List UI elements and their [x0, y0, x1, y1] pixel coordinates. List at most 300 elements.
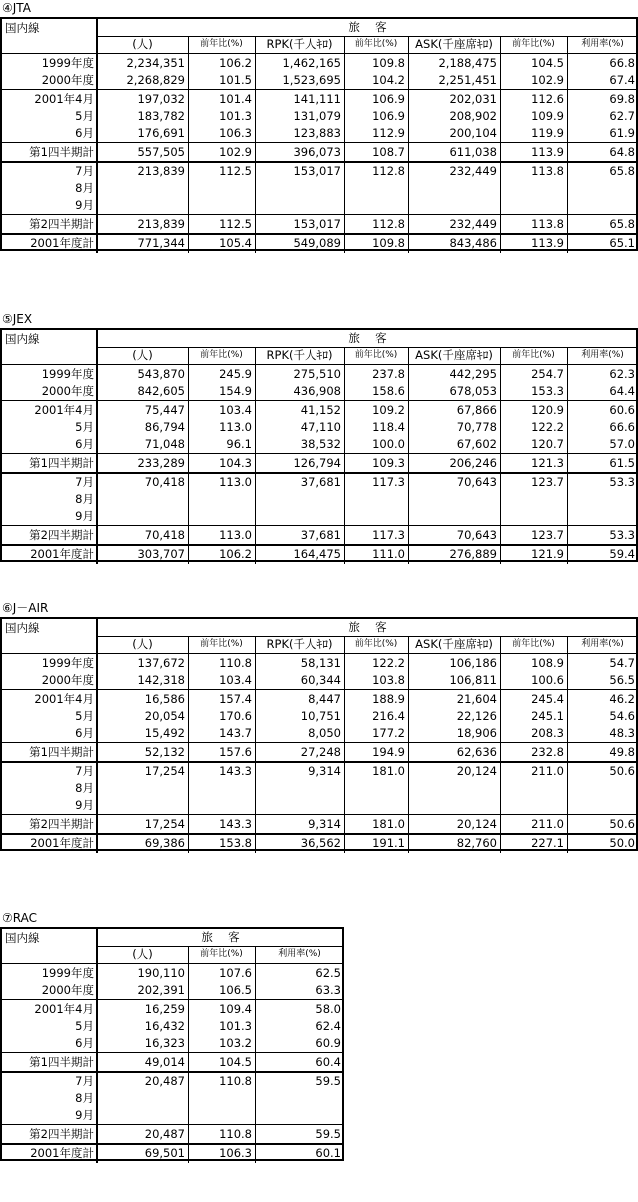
table-cell: 64.8: [609, 145, 635, 159]
table-cell: [255, 797, 344, 814]
table-cell: 117.3: [372, 528, 405, 542]
header-passenger: 旅 客: [348, 620, 387, 634]
row-label: 8月: [75, 781, 94, 795]
table-cell: 66.6: [609, 420, 635, 434]
row-separator: [2, 544, 638, 546]
table-cell: 67,866: [456, 403, 497, 417]
table-cell: 396,073: [293, 145, 341, 159]
table-cell: [97, 180, 188, 197]
table-cell: 106.2: [219, 56, 252, 70]
table-cell: [344, 180, 408, 197]
table-cell: 57.0: [609, 437, 635, 451]
table-cell: 245.1: [531, 709, 564, 723]
table-cell: [500, 508, 567, 525]
table-cell: [567, 508, 638, 525]
table-cell: 112.6: [531, 92, 564, 106]
table-cell: 113.0: [219, 420, 252, 434]
table-cell: 158.6: [372, 384, 405, 398]
table-cell: 67,602: [456, 437, 497, 451]
table-cell: 60,344: [300, 673, 341, 687]
row-separator: [2, 833, 638, 835]
table-cell: 108.7: [372, 145, 405, 159]
row-label: 2000年度: [41, 673, 94, 687]
table-cell: 202,391: [137, 983, 185, 997]
table-cell: 60.6: [609, 403, 635, 417]
row-separator: [2, 1124, 344, 1125]
table-cell: 106.5: [219, 983, 252, 997]
data-table: [0, 927, 344, 1161]
table-cell: 60.1: [315, 1146, 341, 1160]
table-cell: 49.8: [609, 745, 635, 759]
table-cell: 69,501: [144, 1146, 185, 1160]
table-cell: [567, 197, 638, 214]
table-cell: 188.9: [372, 692, 405, 706]
table-cell: [500, 197, 567, 214]
table-cell: 110.8: [219, 1127, 252, 1141]
table-cell: 53.3: [609, 528, 635, 542]
table-cell: 153.8: [219, 836, 252, 850]
table-cell: [344, 508, 408, 525]
header-yoy: 前年比(%): [200, 949, 243, 959]
table-cell: [97, 491, 188, 508]
row-label: 6月: [75, 126, 94, 140]
table-cell: 237.8: [372, 367, 405, 381]
table-cell: [500, 180, 567, 197]
table-cell: 112.8: [372, 217, 405, 231]
table-cell: 611,038: [449, 145, 497, 159]
table-cell: 436,908: [293, 384, 341, 398]
table-cell: 137,672: [137, 656, 185, 670]
table-cell: 106,811: [449, 673, 497, 687]
table-cell: 106.3: [219, 126, 252, 140]
table-cell: 20,054: [144, 709, 185, 723]
table-cell: 59.4: [609, 547, 635, 561]
table-cell: 20,487: [144, 1127, 185, 1141]
table-cell: 8,050: [308, 726, 341, 740]
table-cell: 120.9: [531, 403, 564, 417]
table-cell: 190,110: [137, 966, 185, 980]
table-cell: 86,794: [144, 420, 185, 434]
row-label: 1999年度: [41, 656, 94, 670]
table-cell: 143.3: [219, 764, 252, 778]
table-cell: 120.7: [531, 437, 564, 451]
table-cell: 102.9: [531, 73, 564, 87]
table-cell: 157.4: [219, 692, 252, 706]
table-cell: 276,889: [449, 547, 497, 561]
table-cell: [97, 197, 188, 214]
table-cell: [408, 197, 500, 214]
table-cell: 109.8: [372, 236, 405, 250]
table-cell: 200,104: [449, 126, 497, 140]
table-cell: [188, 197, 255, 214]
row-label: 6月: [75, 726, 94, 740]
row-label: 2001年4月: [34, 1002, 94, 1016]
row-separator: [2, 233, 638, 235]
table-cell: 62.4: [315, 1019, 341, 1033]
table-cell: 70,418: [144, 475, 185, 489]
table-cell: 59.5: [315, 1127, 341, 1141]
row-label: 2001年度計: [30, 836, 94, 850]
table-cell: 194.9: [372, 745, 405, 759]
table-cell: 110.8: [219, 1074, 252, 1088]
header-people: (人): [132, 947, 153, 961]
table-cell: [500, 491, 567, 508]
header-yoy: 前年比(%): [512, 639, 555, 649]
row-label: 5月: [75, 1019, 94, 1033]
table-cell: 9,314: [308, 764, 341, 778]
row-label: 第2四半期計: [29, 817, 94, 831]
row-separator: [2, 761, 638, 763]
header-domestic: 国内線: [5, 621, 40, 635]
header-utilization: 利用率(%): [581, 639, 624, 649]
table-cell: 275,510: [293, 367, 341, 381]
table-cell: 67.4: [609, 73, 635, 87]
table-cell: [344, 491, 408, 508]
table-cell: 191.1: [372, 836, 405, 850]
header-yoy: 前年比(%): [512, 350, 555, 360]
row-separator: [2, 999, 344, 1000]
table-cell: 143.3: [219, 817, 252, 831]
table-cell: 771,344: [137, 236, 185, 250]
table-cell: 37,681: [300, 528, 341, 542]
row-label: 2001年度計: [30, 1146, 94, 1160]
table-cell: 104.5: [531, 56, 564, 70]
table-cell: 107.6: [219, 966, 252, 980]
table-cell: 176,691: [137, 126, 185, 140]
table-cell: 123.7: [531, 475, 564, 489]
table-cell: [188, 180, 255, 197]
table-cell: 113.9: [531, 236, 564, 250]
header-ask: ASK(千座席ｷﾛ): [415, 37, 493, 51]
table-cell: 245.4: [531, 692, 564, 706]
table-cell: [567, 491, 638, 508]
row-label: 第1四半期計: [29, 456, 94, 470]
table-cell: 122.2: [531, 420, 564, 434]
table-cell: 213,839: [137, 217, 185, 231]
table-cell: 18,906: [456, 726, 497, 740]
table-cell: 157.6: [219, 745, 252, 759]
table-cell: 8,447: [308, 692, 341, 706]
table-cell: 58,131: [300, 656, 341, 670]
table-cell: [408, 491, 500, 508]
table-cell: 101.4: [219, 92, 252, 106]
row-label: 9月: [75, 798, 94, 812]
table-cell: 216.4: [372, 709, 405, 723]
table-cell: 59.5: [315, 1074, 341, 1088]
table-cell: 103.2: [219, 1036, 252, 1050]
table-cell: 66.8: [609, 56, 635, 70]
table-cell: [344, 197, 408, 214]
table-cell: 208,902: [449, 109, 497, 123]
table-cell: 109.3: [372, 456, 405, 470]
row-separator: [2, 1052, 344, 1053]
row-separator: [2, 742, 638, 743]
row-label: 第2四半期計: [29, 217, 94, 231]
table-cell: 54.6: [609, 709, 635, 723]
table-cell: [97, 780, 188, 797]
row-label: 第1四半期計: [29, 745, 94, 759]
table-cell: 303,707: [137, 547, 185, 561]
table-cell: 10,751: [300, 709, 341, 723]
table-cell: 106.9: [372, 109, 405, 123]
table-cell: [567, 797, 638, 814]
table-cell: 113.8: [531, 217, 564, 231]
table-cell: [255, 1107, 344, 1124]
table-cell: 70,418: [144, 528, 185, 542]
table-cell: 121.3: [531, 456, 564, 470]
table-cell: [255, 780, 344, 797]
table-cell: 104.2: [372, 73, 405, 87]
data-table: [0, 328, 638, 562]
table-cell: 62.5: [315, 966, 341, 980]
table-cell: 21,604: [456, 692, 497, 706]
row-separator: [2, 1071, 344, 1073]
table-cell: 181.0: [372, 764, 405, 778]
table-cell: 213,839: [137, 164, 185, 178]
data-table: [0, 17, 638, 251]
table-cell: 16,432: [144, 1019, 185, 1033]
table-cell: [255, 180, 344, 197]
table-cell: 22,126: [456, 709, 497, 723]
table-cell: 56.5: [609, 673, 635, 687]
table-cell: 64.4: [609, 384, 635, 398]
table-cell: 122.2: [372, 656, 405, 670]
row-label: 1999年度: [41, 966, 94, 980]
table-cell: 104.5: [219, 1055, 252, 1069]
header-people: (人): [132, 348, 153, 362]
table-cell: 232.8: [531, 745, 564, 759]
table-cell: [344, 780, 408, 797]
table-cell: 112.8: [372, 164, 405, 178]
table-cell: 143.7: [219, 726, 252, 740]
table-cell: [97, 1090, 188, 1107]
header-yoy: 前年比(%): [354, 350, 398, 360]
row-separator: [2, 814, 638, 815]
row-separator: [2, 161, 638, 163]
table-cell: 101.5: [219, 73, 252, 87]
table-cell: 126,794: [293, 456, 341, 470]
table-cell: 82,760: [456, 836, 497, 850]
row-label: 第2四半期計: [29, 528, 94, 542]
row-separator: [2, 142, 638, 143]
table-cell: [188, 1090, 255, 1107]
table-cell: 111.0: [372, 547, 405, 561]
row-label: 7月: [75, 1074, 94, 1088]
row-label: 1999年度: [41, 367, 94, 381]
header-people: (人): [132, 37, 153, 51]
table-cell: 20,487: [144, 1074, 185, 1088]
table-cell: 106.3: [219, 1146, 252, 1160]
table-cell: 70,643: [456, 475, 497, 489]
table-cell: 49,014: [144, 1055, 185, 1069]
table-cell: 121.9: [531, 547, 564, 561]
table-cell: 47,110: [300, 420, 341, 434]
table-cell: 37,681: [300, 475, 341, 489]
table-cell: 103.8: [372, 673, 405, 687]
row-label: 8月: [75, 492, 94, 506]
table-cell: 96.1: [226, 437, 252, 451]
table-cell: 65.1: [609, 236, 635, 250]
header-yoy: 前年比(%): [200, 39, 243, 49]
row-label: 2000年度: [41, 73, 94, 87]
header-domestic: 国内線: [5, 21, 40, 35]
row-label: 2001年度計: [30, 236, 94, 250]
table-cell: [255, 508, 344, 525]
table-cell: [408, 780, 500, 797]
header-yoy: 前年比(%): [200, 639, 243, 649]
section-title: ④JTA: [2, 1, 31, 15]
header-passenger: 旅 客: [201, 930, 240, 944]
table-cell: 197,032: [137, 92, 185, 106]
table-cell: 211.0: [531, 764, 564, 778]
table-cell: 131,079: [293, 109, 341, 123]
row-separator: [2, 453, 638, 454]
table-cell: 442,295: [449, 367, 497, 381]
table-cell: 233,289: [137, 456, 185, 470]
table-cell: 2,268,829: [126, 73, 185, 87]
header-yoy: 前年比(%): [200, 350, 243, 360]
table-cell: 118.4: [372, 420, 405, 434]
table-cell: 106,186: [449, 656, 497, 670]
table-cell: 61.5: [609, 456, 635, 470]
row-label: 5月: [75, 709, 94, 723]
table-cell: 69,386: [144, 836, 185, 850]
header-ask: ASK(千座席ｷﾛ): [415, 348, 493, 362]
header-domestic: 国内線: [5, 332, 40, 346]
table-cell: 20,124: [456, 817, 497, 831]
header-divider: [97, 347, 638, 348]
table-cell: [97, 797, 188, 814]
table-cell: 549,089: [293, 236, 341, 250]
row-separator: [2, 1143, 344, 1145]
row-separator: [2, 472, 638, 474]
table-cell: 110.8: [219, 656, 252, 670]
table-cell: 36,562: [300, 836, 341, 850]
row-separator: [2, 89, 638, 90]
table-cell: 112.5: [219, 164, 252, 178]
table-cell: 109.4: [219, 1002, 252, 1016]
table-cell: 16,259: [144, 1002, 185, 1016]
table-cell: [97, 1107, 188, 1124]
table-cell: 109.8: [372, 56, 405, 70]
table-cell: 69.8: [609, 92, 635, 106]
table-cell: 27,248: [300, 745, 341, 759]
table-cell: 112.9: [372, 126, 405, 140]
table-cell: 46.2: [609, 692, 635, 706]
table-cell: 52,132: [144, 745, 185, 759]
table-cell: 104.3: [219, 456, 252, 470]
table-cell: 100.6: [531, 673, 564, 687]
table-cell: 75,447: [144, 403, 185, 417]
table-cell: 170.6: [219, 709, 252, 723]
table-cell: 202,031: [449, 92, 497, 106]
table-cell: 113.0: [219, 475, 252, 489]
table-cell: [344, 797, 408, 814]
row-separator: [2, 400, 638, 401]
table-cell: 61.9: [609, 126, 635, 140]
row-label: 9月: [75, 198, 94, 212]
table-cell: 211.0: [531, 817, 564, 831]
table-cell: 843,486: [449, 236, 497, 250]
header-rpk: RPK(千人ｷﾛ): [266, 37, 333, 51]
row-label: 2001年4月: [34, 403, 94, 417]
table-cell: 103.4: [219, 403, 252, 417]
table-cell: 17,254: [144, 764, 185, 778]
table-cell: 254.7: [531, 367, 564, 381]
header-yoy: 前年比(%): [354, 639, 398, 649]
row-label: 8月: [75, 181, 94, 195]
table-cell: 142,318: [137, 673, 185, 687]
header-yoy: 前年比(%): [512, 39, 555, 49]
table-cell: 71,048: [144, 437, 185, 451]
row-label: 2001年4月: [34, 92, 94, 106]
table-cell: [255, 1090, 344, 1107]
table-cell: 2,251,451: [438, 73, 497, 87]
table-cell: 123.7: [531, 528, 564, 542]
table-cell: [408, 508, 500, 525]
table-cell: 41,152: [300, 403, 341, 417]
header-utilization: 利用率(%): [581, 350, 624, 360]
table-cell: [188, 780, 255, 797]
table-cell: 109.9: [531, 109, 564, 123]
table-cell: 16,323: [144, 1036, 185, 1050]
table-cell: 9,314: [308, 817, 341, 831]
table-cell: 60.4: [315, 1055, 341, 1069]
table-cell: 16,586: [144, 692, 185, 706]
table-cell: 153,017: [293, 217, 341, 231]
table-cell: 141,111: [293, 92, 341, 106]
row-label: 第1四半期計: [29, 1055, 94, 1069]
table-cell: 2,234,351: [126, 56, 185, 70]
table-cell: 103.4: [219, 673, 252, 687]
table-cell: 245.9: [219, 367, 252, 381]
row-label: 7月: [75, 475, 94, 489]
row-label: 7月: [75, 164, 94, 178]
table-cell: 65.8: [609, 164, 635, 178]
row-label: 第2四半期計: [29, 1127, 94, 1141]
section-title: ⑦RAC: [2, 911, 37, 925]
header-passenger: 旅 客: [348, 331, 387, 345]
table-cell: 70,643: [456, 528, 497, 542]
header-bottom-line: [2, 963, 344, 964]
table-cell: [188, 491, 255, 508]
table-cell: 113.9: [531, 145, 564, 159]
table-cell: 50.6: [609, 764, 635, 778]
table-cell: [408, 797, 500, 814]
table-cell: 232,449: [449, 217, 497, 231]
row-label: 2000年度: [41, 384, 94, 398]
row-label: 2001年4月: [34, 692, 94, 706]
table-cell: 557,505: [137, 145, 185, 159]
header-people: (人): [132, 637, 153, 651]
table-cell: 119.9: [531, 126, 564, 140]
header-yoy: 前年比(%): [354, 39, 398, 49]
table-cell: [188, 1107, 255, 1124]
table-cell: 153.3: [531, 384, 564, 398]
table-cell: 164,475: [293, 547, 341, 561]
table-cell: 100.0: [372, 437, 405, 451]
row-label: 第1四半期計: [29, 145, 94, 159]
table-cell: 38,532: [300, 437, 341, 451]
table-cell: 232,449: [449, 164, 497, 178]
table-cell: 101.3: [219, 109, 252, 123]
header-utilization: 利用率(%): [581, 39, 624, 49]
row-label: 8月: [75, 1091, 94, 1105]
table-cell: 50.6: [609, 817, 635, 831]
table-cell: 109.2: [372, 403, 405, 417]
header-rpk: RPK(千人ｷﾛ): [266, 348, 333, 362]
header-divider: [97, 636, 638, 637]
